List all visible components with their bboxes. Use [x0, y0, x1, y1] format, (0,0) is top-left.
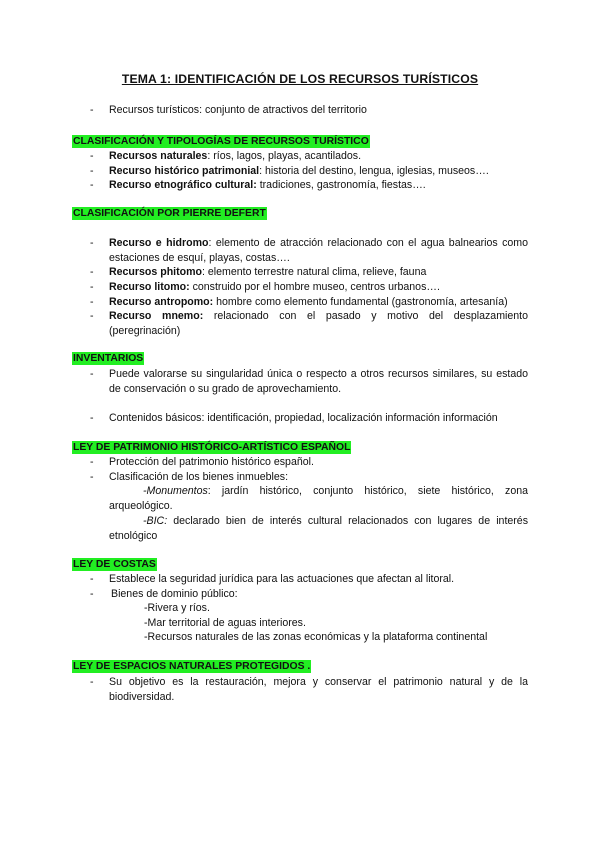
list-item: - Recursos naturales: ríos, lagos, playas, acantilados.	[90, 150, 362, 162]
list-item: - Recurso etnográfico cultural: tradiciones, gastronomía, fiestas….	[90, 179, 426, 191]
intro-text: Recursos turísticos: conjunto de atractivos del territorio	[109, 104, 367, 116]
monumentos-subitem: -Monumentos: jardín histórico, conjunto histórico, siete histórico, zona arqueológico.	[109, 485, 528, 512]
section-heading-clasificacion: CLASIFICACIÓN Y TIPOLOGÍAS DE RECURSOS TURÍSTICO	[73, 136, 369, 147]
list-item: - Su objetivo es la restauración, mejora y conservar el patrimonio natural y de la biodiversidad.	[90, 676, 528, 703]
list-item: - Recurso antropomo: hombre como elemento fundamental (gastronomía, artesanía)	[90, 295, 508, 308]
list-item: - Recurso e hidromo: elemento de atracción relacionado con el agua balnearios como estaciones de esquí, playas, costas….	[90, 237, 529, 264]
section-heading-inventarios: INVENTARIOS	[73, 353, 144, 364]
list-item: - Establece la seguridad jurídica para las actuaciones que afectan al litoral.	[90, 573, 455, 585]
section-heading-espacios: LEY DE ESPACIOS NATURALES PROTEGIDOS .	[73, 661, 311, 672]
bic-subitem: -BIC: declarado bien de interés cultural relacionados con lugares de interés etnológico	[109, 515, 528, 542]
list-item: - Puede valorarse su singularidad única o respecto a otros recursos similares, su estado de conservación o su grado de aprovechamiento.	[90, 368, 528, 395]
list-item: - Recurso mnemo: relacionado con el pasado y motivo del desplazamiento (peregrinación)	[90, 310, 528, 337]
list-item: - Clasificación de los bienes inmuebles:	[90, 471, 289, 483]
list-item: - Recurso histórico patrimonial: historia del destino, lengua, iglesias, museos….	[90, 164, 489, 177]
costas-subitem: -Mar territorial de aguas interiores.	[144, 617, 306, 629]
list-item: - Recurso litomo: construido por el hombre museo, centros urbanos….	[90, 281, 440, 293]
costas-subitem: -Rivera y ríos.	[144, 602, 210, 614]
section-heading-patrimonio: LEY DE PATRIMONIO HISTÓRICO-ARTÍSTICO ESPAÑOL	[73, 442, 351, 453]
section-heading-costas: LEY DE COSTAS	[73, 559, 156, 570]
section-heading-defert: CLASIFICACIÓN POR PIERRE DEFERT	[73, 208, 266, 219]
costas-subitem: -Recursos naturales de las zonas económicas y la plataforma continental	[144, 631, 488, 643]
page-title: TEMA 1: IDENTIFICACIÓN DE LOS RECURSOS TURÍSTICOS	[121, 72, 479, 86]
list-item: - Bienes de dominio público:	[90, 588, 238, 600]
list-item: - Protección del patrimonio histórico español.	[90, 456, 314, 468]
list-item: - Contenidos básicos: identificación, propiedad, localización información información	[90, 412, 498, 424]
list-item: - Recursos turísticos: conjunto de atractivos del territorio	[90, 103, 528, 118]
list-item: - Recursos phitomo: elemento terrestre natural clima, relieve, fauna	[90, 266, 427, 278]
